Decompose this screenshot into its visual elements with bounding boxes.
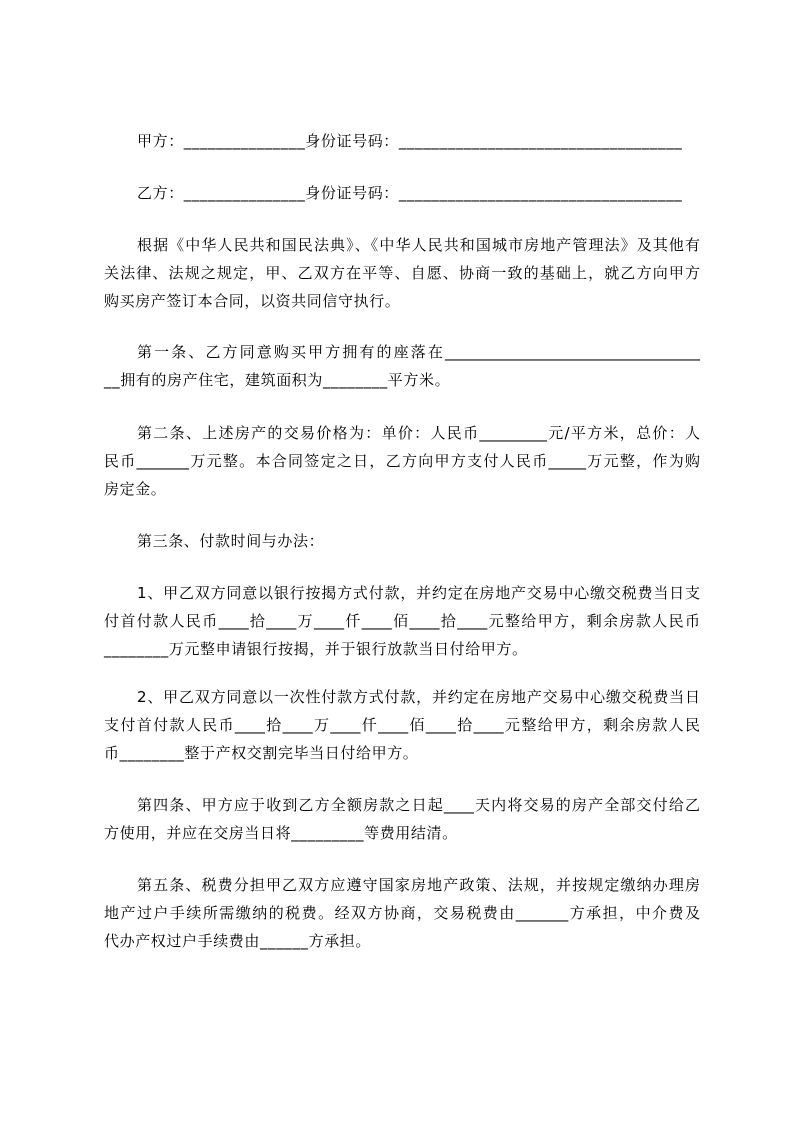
article-5-paragraph [104,871,700,955]
party-b-line: 乙方：_______________身份证号码：___________________________________ [137,184,683,202]
preamble-line: 关法律、法规之规定，甲、乙双方在平等、自愿、协商一致的基础上，就乙方向甲方 [104,264,700,282]
article-3-item-2-line: 币________整于产权交割完毕当日付给甲方。 [104,744,419,762]
article-3-title: 第三条、付款时间与办法： [137,532,325,550]
article-2-line: 房定金。 [104,480,167,498]
article-3-item-1-line: 1、甲乙双方同意以银行按揭方式付款，并约定在房地产交易中心缴交税费当日支 [137,584,700,602]
party-a-line: 甲方：_______________身份证号码：___________________________________ [137,132,683,150]
article-4-paragraph [104,791,700,847]
article-4-line: 方使用，并应在交房当日将_________等费用结清。 [104,824,458,842]
article-3-item-1-line: ________万元整申请银行按揭，并于银行放款当日付给甲方。 [104,640,528,658]
preamble-paragraph [104,231,700,315]
article-3-item-2-line: 2、甲乙双方同意以一次性付款方式付款，并约定在房地产交易中心缴交税费当日 [137,688,700,706]
article-2-paragraph [104,419,700,503]
article-5-line: 地产过户手续所需缴纳的税费。经双方协商，交易税费由_______方承担，中介费及 [104,904,700,922]
article-3-item-1-line: 付首付款人民币____拾____万____仟____佰____拾____元整给甲方，剩余房款人民币 [104,612,700,630]
article-3-item-2-paragraph [104,683,700,767]
preamble-line: 根据《中华人民共和国民法典》、《中华人民共和国城市房地产管理法》及其他有 [137,236,700,254]
article-3-heading [104,527,700,555]
article-3-item-2-line: 支付首付款人民币____拾____万____仟____佰____拾____元整给甲方，剩余房款人民 [104,716,700,734]
article-1-line: __拥有的房产住宅，建筑面积为________平方米。 [104,371,451,389]
article-5-line: 第五条、税费分担甲乙双方应遵守国家房地产政策、法规，并按规定缴纳办理房 [137,876,700,894]
party-b-block [104,179,700,207]
article-2-line: 第二条、上述房产的交易价格为：单价：人民币_________元/平方米，总价：人 [137,424,700,442]
article-3-item-1-paragraph [104,579,700,663]
article-5-line: 代办产权过户手续费由______方承担。 [104,932,372,950]
article-4-line: 第四条、甲方应于收到乙方全额房款之日起____天内将交易的房产全部交付给乙 [137,796,700,814]
article-1-paragraph [104,338,700,394]
article-2-line: 民币_______万元整。本合同签定之日，乙方向甲方支付人民币_____万元整，作为购 [104,452,700,470]
article-1-line: 第一条、乙方同意购买甲方拥有的座落在__________________________________ [137,343,700,361]
preamble-line: 购买房产签订本合同，以资共同信守执行。 [104,292,401,310]
party-a-block [104,127,700,155]
